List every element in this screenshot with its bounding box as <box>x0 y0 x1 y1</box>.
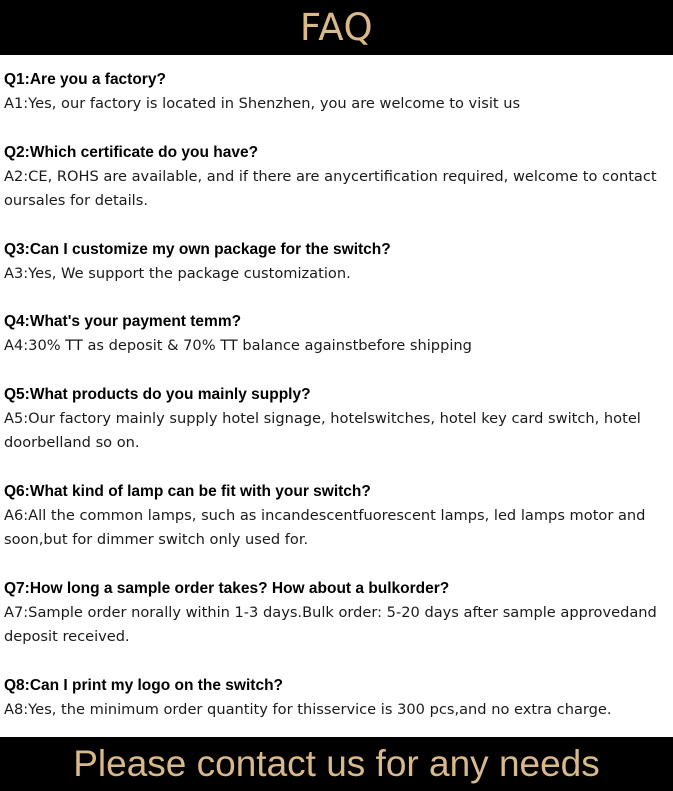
faq-question: Q7:How long a sample order takes? How about a bulkorder? <box>4 579 450 597</box>
faq-item-3 <box>4 238 670 287</box>
faq-answer: A8:Yes, the minimum order quantity for thisservice is 300 pcs,and no extra charge. <box>4 700 612 718</box>
faq-answer: A5:Our factory mainly supply hotel signage, hotelswitches, hotel key card switch, hotel doorbelland so on. <box>4 409 641 451</box>
faq-question: Q6:What kind of lamp can be fit with your switch? <box>4 482 371 500</box>
faq-item-6 <box>4 480 670 553</box>
faq-item-7 <box>4 577 670 650</box>
faq-answer: A3:Yes, We support the package customization. <box>4 264 351 282</box>
faq-answer: A7:Sample order norally within 1-3 days.Bulk order: 5-20 days after sample approvedand deposit received. <box>4 603 657 645</box>
faq-question: Q1:Are you a factory? <box>4 71 166 88</box>
contact-banner-text: Please contact us for any needs <box>73 743 600 784</box>
faq-item-4 <box>4 310 670 359</box>
contact-banner <box>0 737 673 791</box>
header-bar <box>0 0 673 55</box>
faq-item-5 <box>4 383 670 456</box>
faq-question: Q8:Can I print my logo on the switch? <box>4 676 284 694</box>
faq-answer: A1:Yes, our factory is located in Shenzhen, you are welcome to visit us <box>4 95 521 112</box>
faq-item-1 <box>4 68 670 117</box>
faq-answer: A6:All the common lamps, such as incandescentfuorescent lamps, led lamps motor and soon,but for dimmer switch only used for. <box>4 506 646 548</box>
faq-question: Q4:What's your payment temm? <box>4 313 242 330</box>
faq-question: Q3:Can I customize my own package for the switch? <box>4 240 391 258</box>
faq-item-2 <box>4 141 670 214</box>
faq-list <box>4 68 670 746</box>
faq-answer: A4:30% TT as deposit & 70% TT balance againstbefore shipping <box>4 337 472 354</box>
faq-question: Q2:Which certificate do you have? <box>4 143 259 161</box>
faq-question: Q5:What products do you mainly supply? <box>4 385 311 403</box>
faq-answer: A2:CE, ROHS are available, and if there are anycertification required, welcome to contact oursales for details. <box>4 167 657 209</box>
page-title: FAQ <box>299 6 374 49</box>
faq-item-8 <box>4 674 670 723</box>
